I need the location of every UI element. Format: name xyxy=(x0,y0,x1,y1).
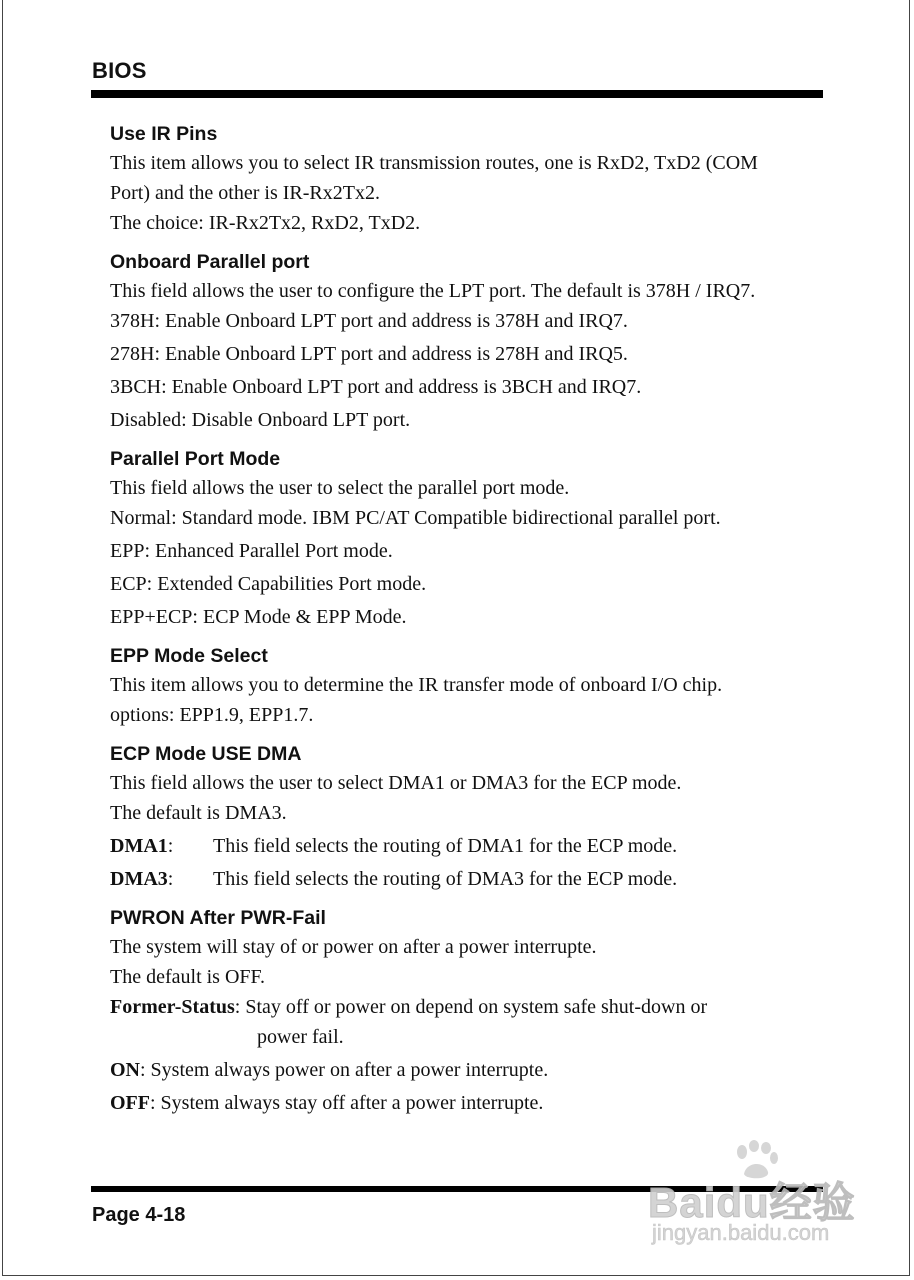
body-line: The choice: IR-Rx2Tx2, RxD2, TxD2. xyxy=(110,212,421,234)
body-line: 278H: Enable Onboard LPT port and address is 278H and IRQ5. xyxy=(110,343,628,365)
body-line: 3BCH: Enable Onboard LPT port and address is 3BCH and IRQ7. xyxy=(110,376,642,398)
section-title: Onboard Parallel port xyxy=(110,251,310,273)
section-onboard-parallel-port xyxy=(110,249,830,435)
body-line: This field allows the user to select DMA1 or DMA3 for the ECP mode. xyxy=(110,772,682,794)
watermark-site: jingyan.baidu.com xyxy=(652,1220,830,1245)
page-header-title: BIOS xyxy=(92,58,147,83)
body-line: The system will stay of or power on after a power interrupte. xyxy=(110,936,597,958)
body-line: The default is OFF. xyxy=(110,966,266,988)
definition-text: This field selects the routing of DMA3 for the ECP mode. xyxy=(213,868,678,890)
body-line: EPP: Enhanced Parallel Port mode. xyxy=(110,540,393,562)
body-line: EPP+ECP: ECP Mode & EPP Mode. xyxy=(110,606,407,628)
body-line: The default is DMA3. xyxy=(110,802,287,824)
section-title: PWRON After PWR-Fail xyxy=(110,907,326,929)
former-status-line xyxy=(110,992,830,1022)
section-title: EPP Mode Select xyxy=(110,645,268,667)
page-number: Page 4-18 xyxy=(92,1204,186,1226)
section-title: Parallel Port Mode xyxy=(110,448,281,470)
section-parallel-port-mode xyxy=(110,446,830,632)
on-line xyxy=(110,1055,830,1085)
body-line: ECP: Extended Capabilities Port mode. xyxy=(110,573,427,595)
section-epp-mode-select xyxy=(110,643,830,730)
body-line: Disabled: Disable Onboard LPT port. xyxy=(110,409,411,431)
definition-term-wrap xyxy=(110,864,213,894)
section-title: ECP Mode USE DMA xyxy=(110,743,302,765)
definition-term-wrap xyxy=(110,831,213,861)
former-status-continuation: power fail. xyxy=(257,1026,344,1048)
definition-separator: : xyxy=(167,835,174,857)
body-line: Port) and the other is IR-Rx2Tx2. xyxy=(110,182,380,204)
definition-text: This field selects the routing of DMA1 for the ECP mode. xyxy=(213,835,678,857)
definition-term: ON xyxy=(110,1059,140,1081)
definition-term: Former-Status xyxy=(110,996,235,1018)
body-line: Normal: Standard mode. IBM PC/AT Compatible bidirectional parallel port. xyxy=(110,507,721,529)
body-line: This field allows the user to select the parallel port mode. xyxy=(110,477,570,499)
definition-text: : Stay off or power on depend on system safe shut-down or xyxy=(234,996,708,1018)
page-content xyxy=(110,121,830,1129)
section-title: Use IR Pins xyxy=(110,123,218,145)
definition-term: DMA3 xyxy=(110,868,168,890)
body-line: 378H: Enable Onboard LPT port and address is 378H and IRQ7. xyxy=(110,310,628,332)
body-line: options: EPP1.9, EPP1.7. xyxy=(110,704,314,726)
section-use-ir-pins xyxy=(110,121,830,238)
body-line: This item allows you to determine the IR transfer mode of onboard I/O chip. xyxy=(110,674,723,696)
section-ecp-mode-use-dma xyxy=(110,741,830,894)
definition-row-dma1 xyxy=(110,831,830,861)
definition-separator: : xyxy=(167,868,174,890)
watermark-brand: Baidu经验 xyxy=(648,1179,856,1226)
definition-row-dma3 xyxy=(110,864,830,894)
definition-text: : System always power on after a power interrupte. xyxy=(140,1059,549,1081)
baidu-watermark xyxy=(646,1140,866,1250)
off-line xyxy=(110,1088,830,1118)
definition-term: DMA1 xyxy=(110,835,168,857)
definition-text: : System always stay off after a power interrupte. xyxy=(150,1092,544,1114)
section-pwron-after-pwr-fail xyxy=(110,905,830,1118)
header-rule xyxy=(91,90,823,98)
body-line: This field allows the user to configure the LPT port. The default is 378H / IRQ7. xyxy=(110,280,756,302)
definition-term: OFF xyxy=(110,1092,150,1114)
body-line: This item allows you to select IR transmission routes, one is RxD2, TxD2 (COM xyxy=(110,152,758,174)
